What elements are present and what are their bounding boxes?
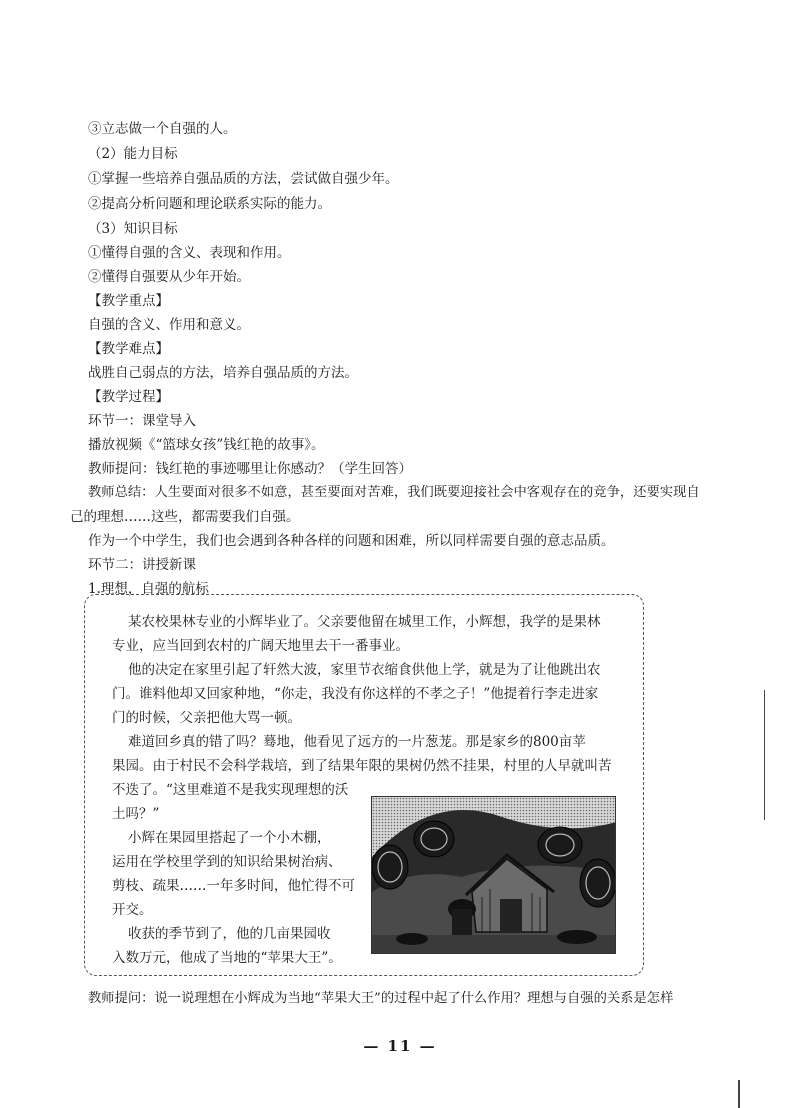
text-line: 教师总结：人生要面对很多不如意，甚至要面对苦难，我们既要迎接社会中客观存在的竞争，还要实现自 [88, 485, 700, 500]
story-line: 土吗？” [112, 806, 160, 822]
scan-artifact [764, 690, 765, 820]
story-line: 门的时候，父亲把他大骂一顿。 [112, 710, 301, 726]
story-line: 不迭了。“这里难道不是我实现理想的沃 [112, 782, 349, 798]
section-heading: 【教学难点】 [88, 341, 169, 357]
text-line: ①懂得自强的含义、表现和作用。 [88, 245, 291, 261]
story-line: 运用在学校里学到的知识给果树治病、 [112, 854, 342, 870]
text-line: 自强的含义、作用和意义。 [88, 317, 250, 333]
story-line: 难道回乡真的错了吗？蓦地，他看见了远方的一片葱茏。那是家乡的800亩苹 [128, 734, 586, 750]
story-line: 收获的季节到了，他的几亩果园收 [128, 926, 331, 942]
text-line: ②提高分析问题和理论联系实际的能力。 [88, 196, 331, 212]
text-line: 播放视频《“篮球女孩”钱红艳的故事》。 [88, 437, 325, 453]
orchard-illustration [371, 796, 616, 954]
text-line: 环节二：讲授新课 [88, 557, 196, 573]
text-line: 环节一：课堂导入 [88, 413, 196, 429]
text-line: ②懂得自强要从少年开始。 [88, 269, 250, 285]
section-heading: 【教学重点】 [88, 293, 169, 309]
section-heading: （3）知识目标 [88, 221, 178, 237]
text-line: 作为一个中学生，我们也会遇到各种各样的问题和困难，所以同样需要自强的意志品质。 [88, 533, 615, 549]
text-line: 教师提问：钱红艳的事迹哪里让你感动？（学生回答） [88, 461, 412, 477]
story-line: 门。谁料他却又回家种地，“你走，我没有你这样的不孝之子！”他提着行李走进家 [112, 686, 599, 702]
story-line: 入数万元，他成了当地的“苹果大王”。 [112, 950, 342, 966]
story-line: 小辉在果园里搭起了一个小木棚， [128, 830, 331, 846]
section-heading: （2）能力目标 [88, 146, 178, 162]
story-line: 果园。由于村民不会科学栽培，到了结果年限的果树仍然不挂果，村里的人早就叫苦 [112, 758, 612, 774]
teacher-question: 教师提问：说一说理想在小辉成为当地“苹果大王”的过程中起了什么作用？理想与自强的关系是怎样 [88, 991, 674, 1006]
story-line: 专业，应当回到农村的广阔天地里去干一番事业。 [112, 638, 409, 654]
page-number: — 11 — [363, 1037, 437, 1055]
story-line: 某农校果林专业的小辉毕业了。父亲要他留在城里工作，小辉想，我学的是果林 [128, 614, 601, 630]
section-heading: 【教学过程】 [88, 389, 169, 405]
text-line: ①掌握一些培养自强品质的方法，尝试做自强少年。 [88, 171, 399, 187]
text-line: 战胜自己弱点的方法，培养自强品质的方法。 [88, 365, 358, 381]
story-line: 开交。 [112, 902, 153, 918]
scan-artifact [738, 1080, 740, 1108]
story-line: 剪枝、疏果……一年多时间，他忙得不可 [112, 878, 355, 894]
story-line: 他的决定在家里引起了轩然大波，家里节衣缩食供他上学，就是为了让他跳出农 [128, 662, 601, 678]
text-line: 己的理想……这些，都需要我们自强。 [70, 509, 300, 525]
subsection-heading: 1.理想，自强的航标 [88, 581, 209, 597]
text-line: ③立志做一个自强的人。 [88, 121, 237, 137]
